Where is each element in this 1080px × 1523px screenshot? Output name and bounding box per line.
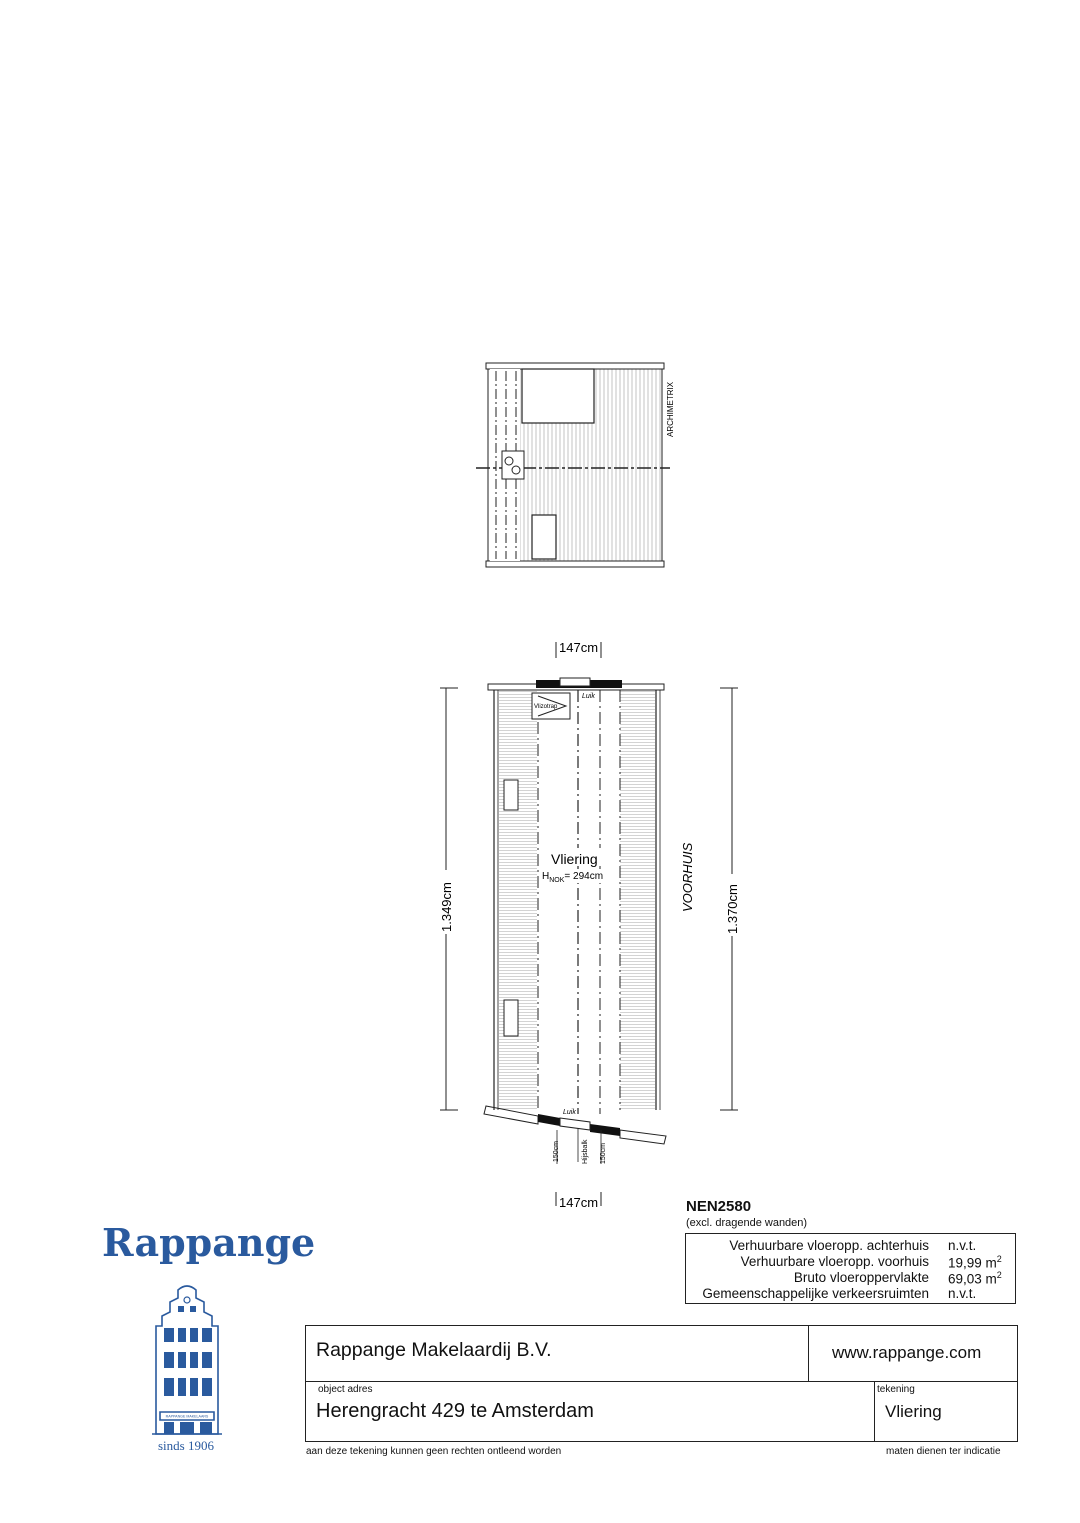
logo-since: sinds 1906	[158, 1438, 214, 1453]
nen-row-label: Gemeenschappelijke verkeersruimten	[702, 1286, 929, 1301]
section-label: VOORHUIS	[680, 842, 695, 912]
indication-text: maten dienen ter indicatie	[886, 1446, 1001, 1457]
bottom-width-dimension: 147cm	[559, 1195, 599, 1210]
roof-brand-label: ARCHIMETRIX	[666, 381, 675, 437]
disclaimer-text: aan deze tekening kunnen geen rechten ontleend worden	[306, 1446, 562, 1457]
nen-row	[686, 1270, 1015, 1286]
nen-row-label: Verhuurbare vloeropp. achterhuis	[729, 1238, 929, 1253]
canal-house-logo-icon	[150, 1282, 224, 1438]
object-address: Herengracht 429 te Amsterdam	[316, 1400, 594, 1422]
beam-label: Hijsbalk	[582, 1139, 589, 1164]
nen-area-table	[685, 1233, 1016, 1304]
nen-row	[686, 1286, 1015, 1302]
top-width-dimension: 147cm	[559, 640, 599, 655]
ridge-height: $H_{NOK}= 294cm$	[542, 871, 604, 884]
chimney-pipe-icon	[505, 457, 513, 465]
left-length-dimension: 1.349cm	[439, 882, 454, 932]
nen-subtitle: (excl. dragende wanden)	[686, 1217, 808, 1229]
address-label: object adres	[318, 1384, 373, 1395]
nen-row-label: Bruto vloeroppervlakte	[793, 1270, 929, 1285]
top-hatch-label: Luik	[582, 693, 595, 700]
left-150-dimension: 150cm	[553, 1140, 560, 1162]
bottom-hatch-label: Luik	[563, 1109, 576, 1116]
roof-plan	[470, 355, 690, 580]
logo-sign: RAPPANGE MAKELAARS	[165, 1414, 209, 1419]
floor-plan	[420, 630, 750, 1230]
nen-row	[686, 1238, 1015, 1254]
nen-row-label: Verhuurbare vloeropp. voorhuis	[740, 1254, 929, 1269]
stair-label: Vlizotrap	[534, 704, 558, 710]
nen-row-value: n.v.t.	[948, 1238, 977, 1253]
chimney-pipe-icon	[512, 466, 520, 474]
nen-row	[686, 1254, 1015, 1270]
nen-title: NEN2580	[686, 1198, 752, 1215]
nen-row-value: 69,03 $m^2$	[948, 1270, 1002, 1287]
drawing-label: tekening	[877, 1384, 915, 1395]
website-link[interactable]: www.rappange.com	[832, 1343, 982, 1362]
company-name: Rappange Makelaardij B.V.	[316, 1339, 552, 1361]
nen-row-value: n.v.t.	[948, 1286, 977, 1301]
logo-wordmark: Rappange	[102, 1220, 316, 1265]
right-150-dimension: 150cm	[600, 1142, 607, 1164]
nen-row-value: 19,99 $m^2$	[948, 1254, 1002, 1271]
room-name: Vliering	[551, 851, 598, 867]
drawing-name: Vliering	[885, 1402, 942, 1421]
right-length-dimension: 1.370cm	[725, 884, 740, 934]
